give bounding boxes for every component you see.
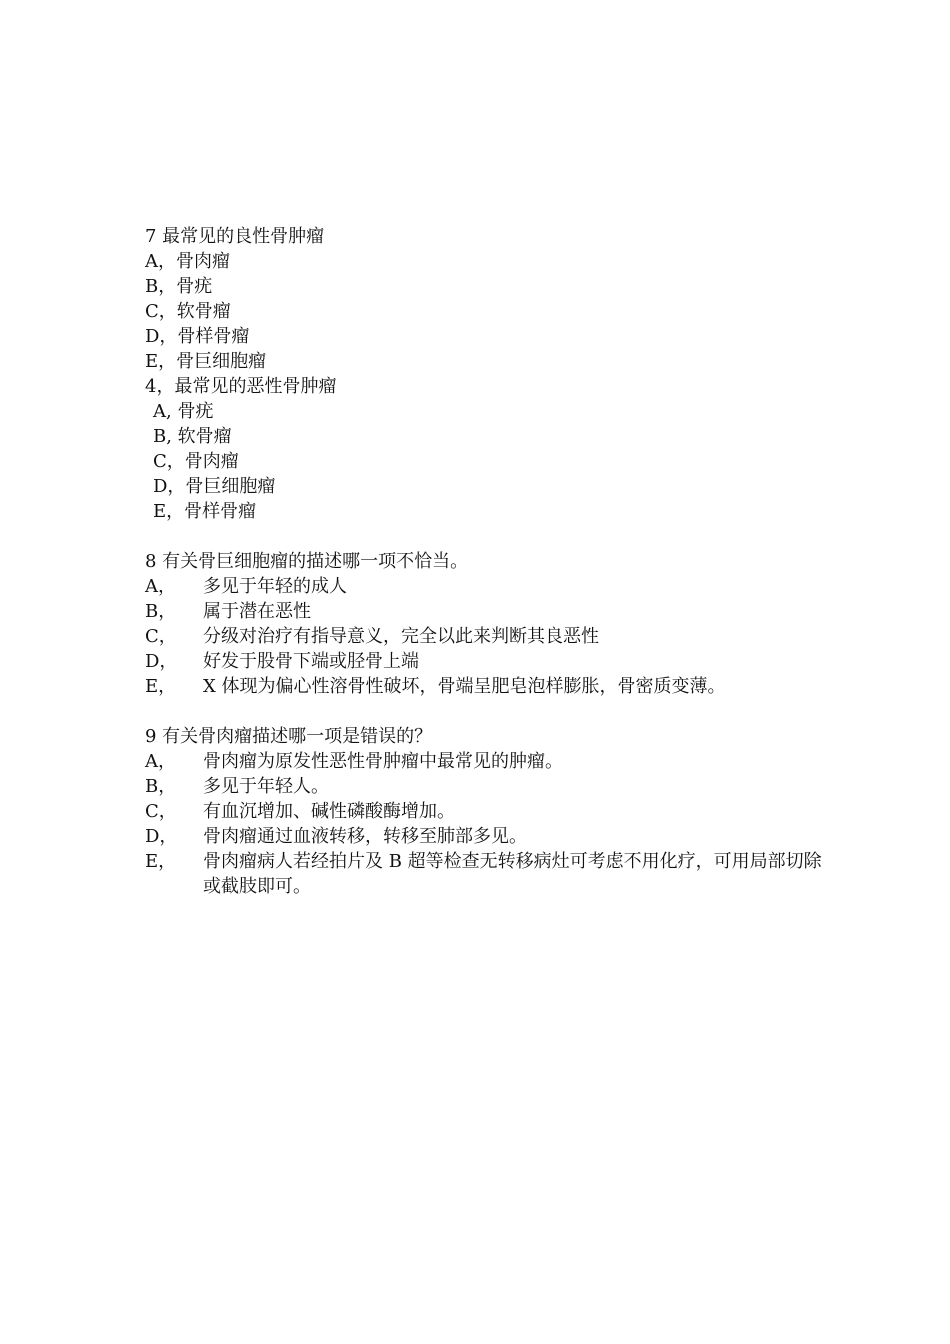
option-text: 骨肉瘤为原发性恶性骨肿瘤中最常见的肿瘤。: [203, 751, 563, 772]
option-letter: C，: [145, 626, 177, 647]
question-7-option-c: C，软骨瘤: [145, 301, 231, 322]
question-7-option-a: A，骨肉瘤: [145, 251, 230, 272]
option-text: 属于潜在恶性: [203, 601, 311, 622]
question-9-option-c: [145, 799, 825, 824]
question-4-option-d: D，骨巨细胞瘤: [153, 476, 276, 497]
question-7-option-b: B，骨疣: [145, 276, 213, 297]
question-7-stem: 7 最常见的良性骨肿瘤: [145, 226, 325, 247]
question-9-option-a: [145, 749, 825, 774]
option-text: 骨肉瘤通过血液转移，转移至肺部多见。: [203, 826, 527, 847]
option-text: 有血沉增加、碱性磷酸酶增加。: [203, 801, 455, 822]
paragraph-spacer: [145, 699, 825, 724]
question-8-option-b: [145, 599, 825, 624]
option-letter: B，: [145, 776, 177, 797]
option-letter: E，: [145, 851, 177, 872]
option-text: 骨肉瘤病人若经拍片及 B 超等检查无转移病灶可考虑不用化疗，可用局部切除或截肢即可。: [203, 851, 822, 897]
option-text: 多见于年轻的成人: [203, 576, 347, 597]
question-8-option-e: [145, 674, 825, 699]
document-page: [145, 224, 825, 899]
option-text: 多见于年轻人。: [203, 776, 329, 797]
question-9-option-b: [145, 774, 825, 799]
question-8-option-a: [145, 574, 825, 599]
question-7-option-d: D，骨样骨瘤: [145, 326, 250, 347]
question-8-stem: 8 有关骨巨细胞瘤的描述哪一项不恰当。: [145, 551, 469, 572]
option-text: 分级对治疗有指导意义，完全以此来判断其良恶性: [203, 626, 599, 647]
question-4-option-e: E，骨样骨瘤: [153, 501, 257, 522]
question-4-stem: 4，最常见的恶性骨肿瘤: [145, 376, 337, 397]
question-4-option-b: B, 软骨瘤: [153, 426, 232, 447]
paragraph-spacer: [145, 524, 825, 549]
question-9-option-d: [145, 824, 825, 849]
question-4-option-a: A, 骨疣: [153, 401, 214, 422]
option-letter: B，: [145, 601, 177, 622]
option-letter: A，: [145, 751, 176, 772]
option-text: X 体现为偏心性溶骨性破坏，骨端呈肥皂泡样膨胀，骨密质变薄。: [203, 676, 726, 697]
question-9-stem: 9 有关骨肉瘤描述哪一项是错误的？: [145, 726, 433, 747]
option-text: 好发于股骨下端或胫骨上端: [203, 651, 419, 672]
question-9-option-e: [145, 849, 825, 899]
option-letter: A，: [145, 576, 176, 597]
question-8-option-d: [145, 649, 825, 674]
question-8-option-c: [145, 624, 825, 649]
question-7-option-e: E，骨巨细胞瘤: [145, 351, 267, 372]
option-letter: D，: [145, 826, 178, 847]
option-letter: E，: [145, 676, 177, 697]
option-letter: C，: [145, 801, 177, 822]
option-letter: D，: [145, 651, 178, 672]
question-4-option-c: C，骨肉瘤: [153, 451, 239, 472]
